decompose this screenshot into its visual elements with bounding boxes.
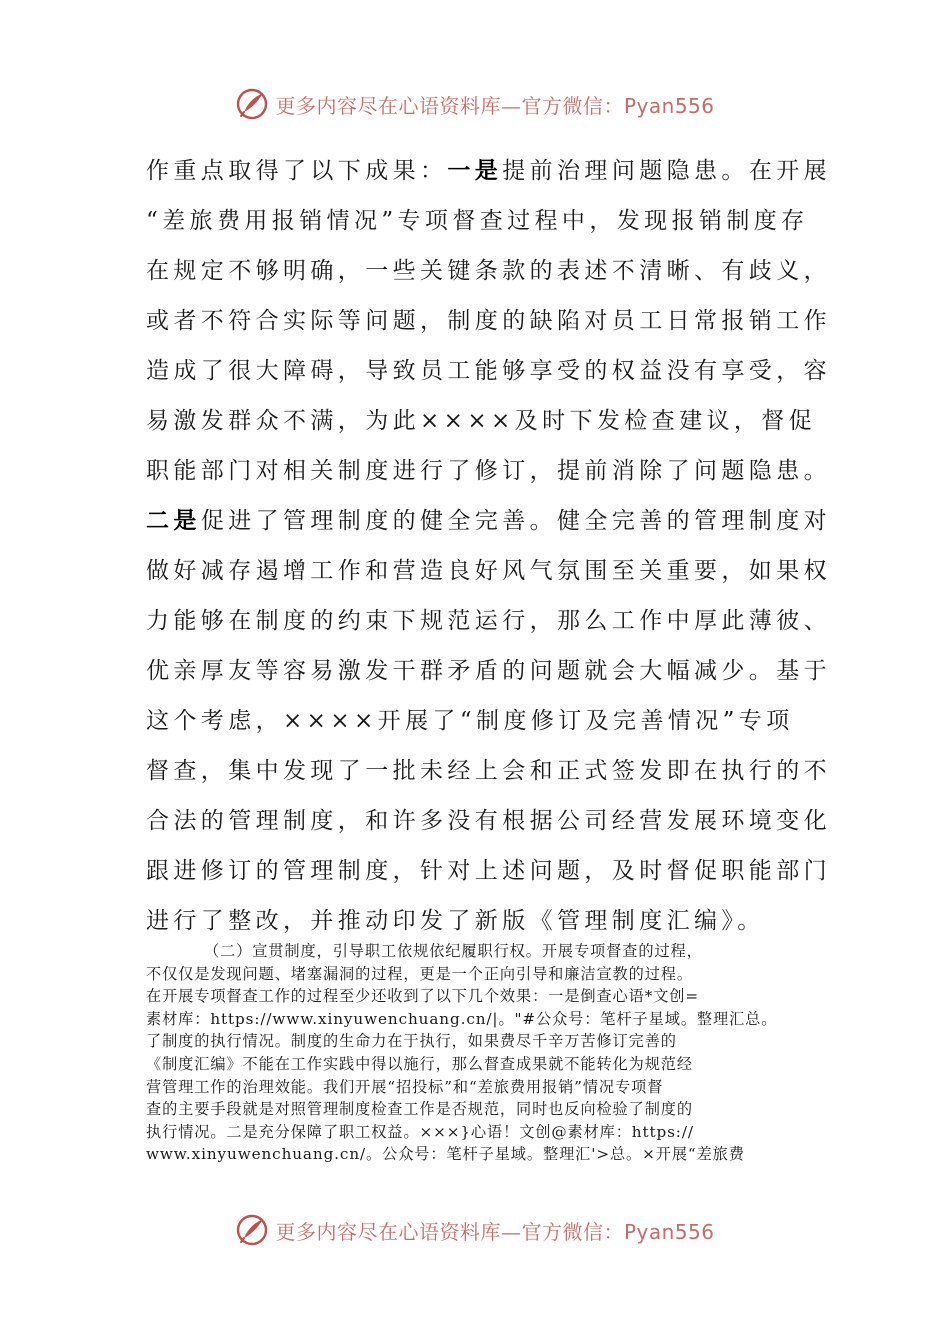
text-line: 营管理工作的治理效能。我们开展“招投标”和“差旅费用报销”情况专项督: [146, 1077, 664, 1096]
text-line: 执行情况。二是充分保障了职工权益。×××}心语！文创@素材库：https://: [146, 1122, 694, 1141]
text-line: 这个考虑，××××开展了“制度修订及完善情况”专项: [146, 708, 794, 734]
text-line: 职能部门对相关制度进行了修订，提前消除了问题隐患。: [146, 458, 831, 484]
text-line: 了制度的执行情况。制度的生命力在于执行，如果费尽千辛万苦修订完善的: [146, 1032, 677, 1051]
text-line: 合法的管理制度，和许多没有根据公司经营发展环境变化: [146, 808, 831, 834]
text-line: 或者不符合实际等问题，制度的缺陷对员工日常报销工作: [146, 308, 831, 334]
header-watermark-banner: [0, 84, 950, 124]
text-line: 进行了整改，并推动印发了新版《管理制度汇编》。: [146, 908, 765, 934]
text-line: 跟进修订的管理制度，针对上述问题，及时督促职能部门: [146, 858, 831, 884]
text-line: 《制度汇编》不能在工作实践中得以施行，那么督查成果就不能转化为规范经: [146, 1054, 693, 1073]
text-line: 优亲厚友等容易激发干群矛盾的问题就会大幅减少。基于: [146, 658, 831, 684]
text-line: 易激发群众不满，为此××××及时下发检查建议，督促: [146, 408, 817, 434]
text-line: 不仅仅是发现问题、堵塞漏洞的过程，更是一个正向引导和廉洁宣教的过程。: [146, 964, 693, 983]
text-line: 在开展专项督查工作的过程至少还收到了以下几个效果：一是倒查心语*文创=: [146, 987, 700, 1006]
text-line: 做好减存遏增工作和营造良好风气氛围至关重要，如果权: [146, 558, 831, 584]
text-line: “差旅费用报销情况”专项督查过程中，发现报销制度存: [146, 208, 809, 234]
quill-logo-icon: [235, 87, 269, 121]
main-paragraph: [146, 146, 832, 946]
quill-logo-icon: [235, 1213, 269, 1247]
text-line: 造成了很大障碍，导致员工能够享受的权益没有享受，容: [146, 358, 831, 384]
banner-text: 更多内容尽在心语资料库—官方微信：Pyan556: [275, 93, 715, 118]
text-line: 在规定不够明确，一些关键条款的表述不清晰、有歧义，: [146, 258, 831, 284]
text-line: （二）宣贯制度，引导职工依规依纪履职行权。开展专项督查的过程，: [204, 942, 703, 960]
text-line: 力能够在制度的约束下规范运行，那么工作中厚此薄彼、: [146, 608, 831, 634]
secondary-paragraph: [146, 940, 810, 1166]
text-line: www.xinyuwenchuang.cn/。公众号：笔杆子星域。整理汇'>总。×开展“差旅费: [146, 1145, 745, 1164]
text-line: 作重点取得了以下成果：一是提前治理问题隐患。在开展: [146, 158, 832, 184]
text-line: 督查，集中发现了一批未经上会和正式签发即在执行的不: [146, 758, 831, 784]
text-line: 查的主要手段就是对照管理制度检查工作是否规范，同时也反向检验了制度的: [146, 1100, 693, 1119]
banner-text: 更多内容尽在心语资料库—官方微信：Pyan556: [275, 1219, 715, 1244]
text-line: 二是促进了管理制度的健全完善。健全完善的管理制度对: [146, 508, 832, 534]
text-line: 素材库：https://www.xinyuwenchuang.cn/|。"#公众号：笔杆子星域。整理汇总。: [146, 1009, 778, 1028]
footer-watermark-banner: [0, 1210, 950, 1250]
